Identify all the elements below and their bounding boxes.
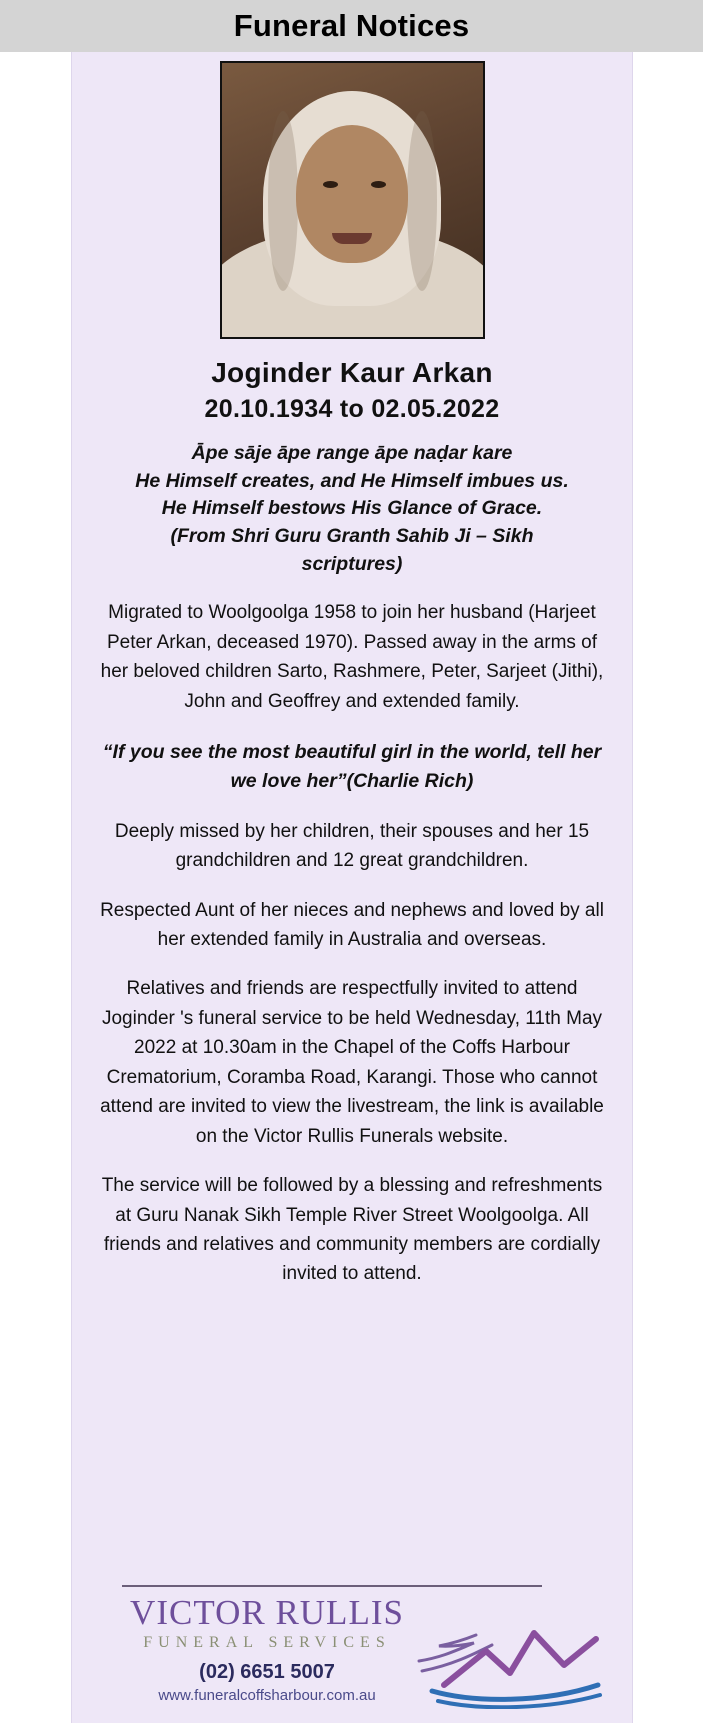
mountain-wave-logo-icon	[414, 1599, 604, 1709]
scripture-line: (From Shri Guru Granth Sahib Ji – Sikh	[170, 525, 534, 548]
quote-text: “If you see the most beautiful girl in the world, tell her we love her”	[102, 741, 602, 793]
deceased-dates: 20.10.1934 to 02.05.2022	[204, 395, 500, 423]
portrait-mouth	[332, 233, 372, 244]
contact-phone: (02) 6651 5007	[199, 1661, 335, 1683]
logo-tagline: FUNERAL SERVICES	[143, 1634, 391, 1651]
page-title: Funeral Notices	[233, 8, 470, 43]
scripture-line: He Himself creates, and He Himself imbues us.	[135, 469, 569, 492]
footer-divider	[122, 1585, 542, 1587]
notice-paragraph: The service will be followed by a blessing and refreshments at Guru Nanak Sikh Temple River Street Woolgoolga. All friends and relatives and community members are cordially invited to attend.	[101, 1175, 603, 1285]
notice-card	[71, 52, 633, 1723]
page-header	[0, 0, 703, 52]
scripture-line: scriptures)	[301, 552, 403, 575]
logo-company-name: VICTOR RULLIS	[130, 1593, 404, 1632]
scripture-line: Āpe sāje āpe range āpe naḍar kare	[191, 442, 513, 464]
portrait-photo	[220, 61, 485, 339]
notice-paragraph: Migrated to Woolgoolga 1958 to join her husband (Harjeet Peter Arkan, deceased 1970). Passed away in the arms of her beloved children Sarto, Rashmere, Peter, Sarjeet (Jithi), John and Geoffrey and extended family.	[100, 602, 604, 712]
portrait-shadow-right	[407, 111, 437, 291]
portrait-shadow-left	[268, 111, 298, 291]
scripture-line: He Himself bestows His Glance of Grace.	[161, 497, 543, 520]
notice-paragraph: Relatives and friends are respectfully invited to attend Joginder 's funeral service to be held Wednesday, 11th May 2022 at 10.30am in the Chapel of the Coffs Harbour Crematorium, Coramba Road, Karangi. Those who cannot attend are invited to view the livestream, the link is available on the Victor Rullis Funerals website.	[100, 978, 604, 1147]
funeral-home-footer	[72, 1585, 632, 1717]
deceased-name: Joginder Kaur Arkan	[211, 357, 493, 388]
portrait-container	[72, 52, 632, 339]
portrait-eye-right	[371, 181, 386, 188]
quote-attribution: (Charlie Rich)	[346, 770, 474, 793]
notice-paragraph: Respected Aunt of her nieces and nephews and loved by all her extended family in Australia and overseas.	[100, 899, 604, 950]
scripture-block	[94, 440, 610, 578]
notice-paragraph: Deeply missed by her children, their spouses and her 15 grandchildren and 12 great grandchildren.	[114, 820, 590, 872]
notice-quote	[100, 738, 604, 797]
funeral-home-logo	[102, 1595, 432, 1652]
portrait-eye-left	[323, 181, 338, 188]
contact-website: www.funeralcoffsharbour.com.au	[158, 1687, 376, 1704]
